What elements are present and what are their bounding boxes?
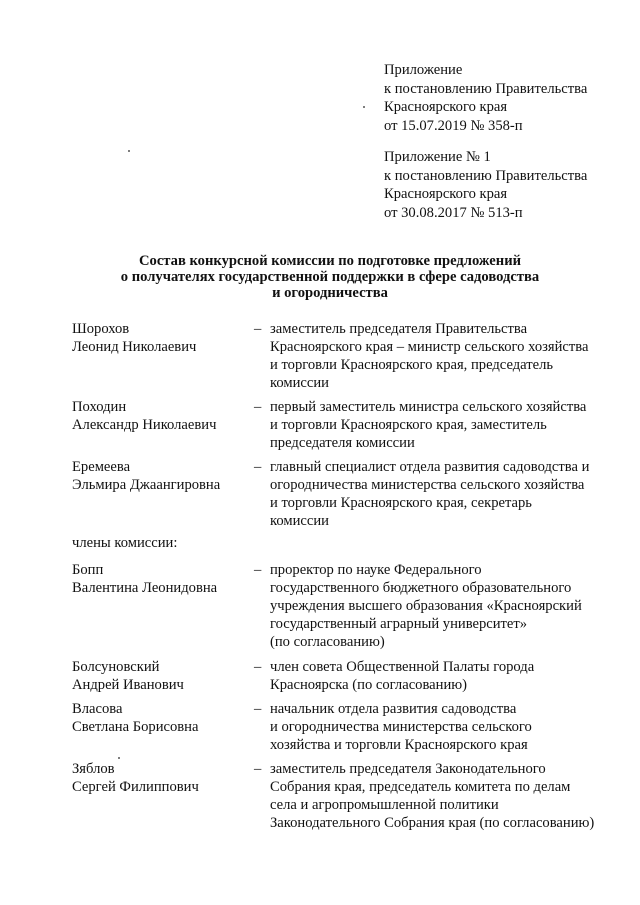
role-line: председателя комиссии	[270, 435, 415, 451]
role-line: главный специалист отдела развития садоводства и	[270, 459, 590, 475]
dash-separator: –	[254, 701, 262, 717]
member-role	[270, 658, 615, 694]
member-role	[270, 760, 615, 832]
appendix-line: Красноярского края	[384, 99, 508, 115]
appendix-line: к постановлению Правительства	[384, 80, 588, 97]
member-name	[72, 458, 257, 494]
role-line: села и агропромышленной политики	[270, 797, 499, 813]
member-given-name: Леонид Николаевич	[72, 339, 197, 355]
role-line: Красноярска (по согласованию)	[270, 677, 468, 693]
role-line: комиссии	[270, 375, 329, 391]
member-given-name: Эльмира Джаангировна	[72, 477, 221, 493]
dash-separator: –	[254, 761, 262, 777]
member-name	[72, 561, 257, 597]
role-line: Собрания края, председатель комитета по делам	[270, 779, 571, 795]
scan-speck	[118, 757, 120, 759]
role-line: комиссии	[270, 513, 329, 529]
member-surname: Зяблов	[72, 761, 115, 777]
member-given-name: Валентина Леонидовна	[72, 580, 218, 596]
dash-separator: –	[254, 459, 262, 475]
role-line: государственного бюджетного образовательного	[270, 580, 572, 596]
member-name	[72, 700, 257, 736]
role-line: учреждения высшего образования «Красноярский	[270, 598, 582, 614]
role-line: первый заместитель министра сельского хозяйства	[270, 399, 587, 415]
member-name	[72, 658, 257, 694]
member-name	[72, 398, 257, 434]
member-given-name: Сергей Филиппович	[72, 779, 199, 795]
role-line: проректор по науке Федерального	[270, 562, 482, 578]
role-line: Красноярского края – министр сельского хозяйства	[270, 339, 589, 355]
role-line: заместитель председателя Законодательного	[270, 761, 546, 777]
dash-separator: –	[254, 659, 262, 675]
appendix-line: Приложение № 1	[384, 149, 491, 165]
role-line: и торговли Красноярского края, секретарь	[270, 495, 532, 511]
member-role	[270, 700, 615, 754]
role-line: государственный аграрный университет»	[270, 616, 528, 632]
appendix-current-block	[384, 61, 587, 135]
role-line: и огородничества министерства сельского	[270, 719, 532, 735]
role-line: заместитель председателя Правительства	[270, 321, 528, 337]
member-surname: Шорохов	[72, 321, 130, 337]
appendix-line: от 30.08.2017 № 513-п	[384, 204, 523, 221]
role-line: член совета Общественной Палаты города	[270, 659, 535, 675]
member-surname: Болсуновский	[72, 659, 160, 675]
member-given-name: Александр Николаевич	[72, 417, 217, 433]
member-surname: Бопп	[72, 562, 104, 578]
title-line: и огородничества	[272, 285, 388, 301]
role-line: хозяйства и торговли Красноярского края	[270, 737, 528, 753]
member-name	[72, 320, 257, 356]
dash-separator: –	[254, 399, 262, 415]
dash-separator: –	[254, 562, 262, 578]
member-surname: Власова	[72, 701, 123, 717]
title-line: о получателях государственной поддержки в сфере садоводства	[120, 269, 540, 285]
appendix-line: Приложение	[384, 62, 463, 78]
member-name	[72, 760, 257, 796]
role-line: огородничества министерства сельского хозяйства	[270, 477, 585, 493]
appendix-line: от 15.07.2019 № 358-п	[384, 117, 523, 134]
member-given-name: Светлана Борисовна	[72, 719, 199, 735]
dash-separator: –	[254, 321, 262, 337]
appendix-original-block	[384, 148, 587, 222]
scan-speck	[128, 150, 130, 152]
member-surname: Еремеева	[72, 459, 131, 475]
title-line: Состав конкурсной комиссии по подготовке предложений	[138, 253, 522, 269]
role-line: (по согласованию)	[270, 634, 385, 650]
role-line: Законодательного Собрания края (по согласованию)	[270, 815, 595, 831]
role-line: и торговли Красноярского края, председатель	[270, 357, 554, 373]
member-role	[270, 561, 615, 651]
member-role	[270, 398, 615, 452]
member-given-name: Андрей Иванович	[72, 677, 184, 693]
member-role	[270, 320, 615, 392]
role-line: и торговли Красноярского края, заместитель	[270, 417, 547, 433]
appendix-line: к постановлению Правительства	[384, 167, 588, 184]
appendix-line: Красноярского края	[384, 186, 508, 202]
members-heading: члены комиссии:	[72, 535, 178, 551]
document-title	[60, 253, 600, 301]
member-role	[270, 458, 615, 530]
member-surname: Походин	[72, 399, 127, 415]
scan-speck	[363, 106, 365, 108]
role-line: начальник отдела развития садоводства	[270, 701, 517, 717]
